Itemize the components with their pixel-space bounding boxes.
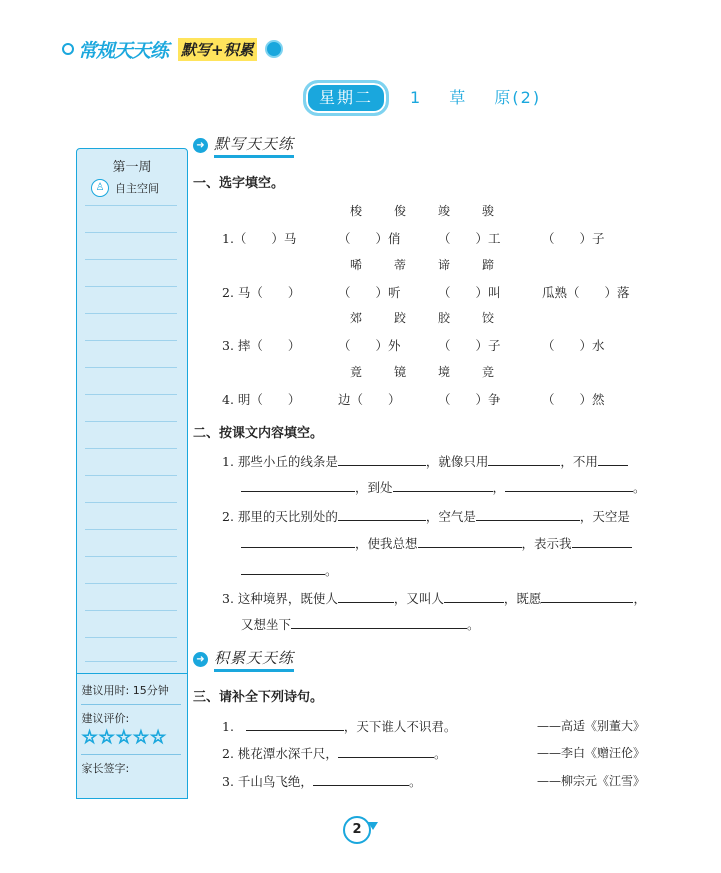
poem-line-1: 1. ，天下谁人不识君。 (222, 719, 457, 734)
answer-blank[interactable] (541, 589, 633, 603)
answer-blank[interactable] (444, 589, 504, 603)
answer-blank[interactable] (291, 615, 467, 629)
note-line (85, 583, 177, 584)
char-options: 梭 俊 竣 骏 (350, 204, 495, 218)
poem-author: ——高适《别董大》 (537, 719, 646, 733)
arrow-circle-icon: ➜ (193, 652, 208, 667)
fill-item[interactable]: 1.（ ）马 (222, 231, 297, 246)
q2-heading: 二、按课文内容填空。 (193, 426, 324, 441)
note-line (85, 502, 177, 503)
section-accumulation-heading: ➜ 积累天天练 (193, 647, 294, 672)
fill-item[interactable]: 瓜熟（ ）落 (542, 285, 630, 300)
note-line (85, 205, 177, 206)
poem-author: ——柳宗元《江雪》 (537, 774, 646, 788)
clock-icon (265, 40, 283, 58)
evaluation-box (76, 673, 188, 799)
brand-title: 常规天天练 (78, 39, 169, 62)
brand-subtitle: 默写+积累 (178, 38, 257, 61)
lesson-title (410, 85, 561, 108)
answer-blank[interactable] (338, 452, 426, 466)
answer-blank[interactable] (241, 534, 355, 548)
divider (81, 704, 181, 705)
fill-item[interactable]: （ ）子 (542, 231, 605, 246)
answer-blank[interactable] (572, 534, 632, 548)
answer-blank[interactable] (393, 478, 493, 492)
rating-stars[interactable]: ☆☆☆☆☆ (81, 727, 168, 748)
page-arrow-icon (368, 822, 378, 830)
sentence-1-cont: ，到处 ， 。 (241, 478, 646, 496)
page-number: 2 (343, 816, 371, 844)
answer-blank[interactable] (476, 507, 580, 521)
fill-item[interactable]: （ ）争 (438, 392, 501, 407)
answer-blank[interactable] (246, 717, 344, 731)
answer-blank[interactable] (338, 507, 426, 521)
answer-blank[interactable] (598, 452, 628, 466)
answer-blank[interactable] (505, 478, 633, 492)
note-line (85, 610, 177, 611)
sentence-1: 1. 那些小丘的线条是 ，就像只用 ，不用 (222, 452, 628, 470)
answer-blank[interactable] (338, 744, 434, 758)
char-options: 唏 蒂 谛 蹄 (350, 258, 495, 272)
fill-item[interactable]: 2. 马（ ） (222, 285, 301, 300)
sentence-2-end: 。 (241, 561, 338, 579)
answer-blank[interactable] (488, 452, 560, 466)
note-line (85, 232, 177, 233)
char-options: 竟 镜 境 竞 (350, 365, 495, 379)
person-icon: ♙ (91, 179, 109, 197)
parent-signature-label: 家长签字: (81, 762, 130, 775)
note-line (85, 367, 177, 368)
note-line (85, 448, 177, 449)
self-space (91, 179, 159, 197)
self-space-label: 自主空间 (115, 182, 159, 195)
note-line (85, 313, 177, 314)
fill-item[interactable]: （ ）子 (438, 338, 501, 353)
sidebar-panel (76, 148, 188, 798)
fill-item[interactable]: 3. 摔（ ） (222, 338, 301, 353)
fill-item[interactable]: （ ）听 (338, 285, 401, 300)
answer-blank[interactable] (313, 772, 409, 786)
poem-line-3: 3. 千山鸟飞绝， 。 (222, 774, 422, 789)
lesson-name: 草 (449, 88, 468, 107)
sentence-3: 3. 这种境界，既使人 ，又叫人 ，既愿 ， (222, 591, 646, 606)
arrow-circle-icon: ➜ (193, 138, 208, 153)
note-line (85, 286, 177, 287)
week-label: 第一周 (112, 160, 152, 175)
sentence-2: 2. 那里的天比别处的 ，空气是 ，天空是 (222, 509, 630, 524)
sentence-2-cont: ，使我总想 ，表示我 (241, 534, 632, 552)
note-line (85, 556, 177, 557)
weekday-badge: 星期二 (303, 80, 389, 116)
answer-blank[interactable] (241, 561, 325, 575)
fill-item[interactable]: （ ）然 (542, 392, 605, 407)
note-line (85, 475, 177, 476)
rating-label: 建议评价: (81, 712, 130, 725)
suggested-time: 建议用时: 15分钟 (81, 684, 169, 697)
lesson-subtitle: 原(2) (494, 88, 542, 107)
fill-item[interactable]: （ ）俏 (338, 231, 401, 246)
answer-blank[interactable] (241, 478, 355, 492)
brand-logo (62, 35, 283, 63)
fill-item[interactable]: 边（ ） (338, 392, 401, 407)
fill-item[interactable]: （ ）工 (438, 231, 501, 246)
note-line (85, 637, 177, 638)
note-line (85, 529, 177, 530)
section-dictation-heading: ➜ 默写天天练 (193, 133, 294, 158)
sentence-3-cont: 又想坐下 。 (241, 617, 480, 632)
fill-item[interactable]: （ ）外 (338, 338, 401, 353)
answer-blank[interactable] (338, 589, 394, 603)
note-line (85, 259, 177, 260)
lesson-number: 1 (410, 88, 423, 107)
fill-item[interactable]: （ ）叫 (438, 285, 501, 300)
fill-item[interactable]: 4. 明（ ） (222, 392, 301, 407)
divider (81, 754, 181, 755)
fill-item[interactable]: （ ）水 (542, 338, 605, 353)
note-line (85, 340, 177, 341)
answer-blank[interactable] (418, 534, 522, 548)
note-line (85, 394, 177, 395)
poem-author: ——李白《赠汪伦》 (537, 746, 646, 760)
note-line (85, 421, 177, 422)
brand-dot-icon (62, 43, 74, 55)
q1-heading: 一、选字填空。 (193, 176, 285, 191)
char-options: 郊 跤 胶 饺 (350, 311, 495, 325)
note-line (85, 661, 177, 662)
q3-heading: 三、请补全下列诗句。 (193, 690, 324, 705)
poem-line-2: 2. 桃花潭水深千尺， 。 (222, 746, 447, 761)
